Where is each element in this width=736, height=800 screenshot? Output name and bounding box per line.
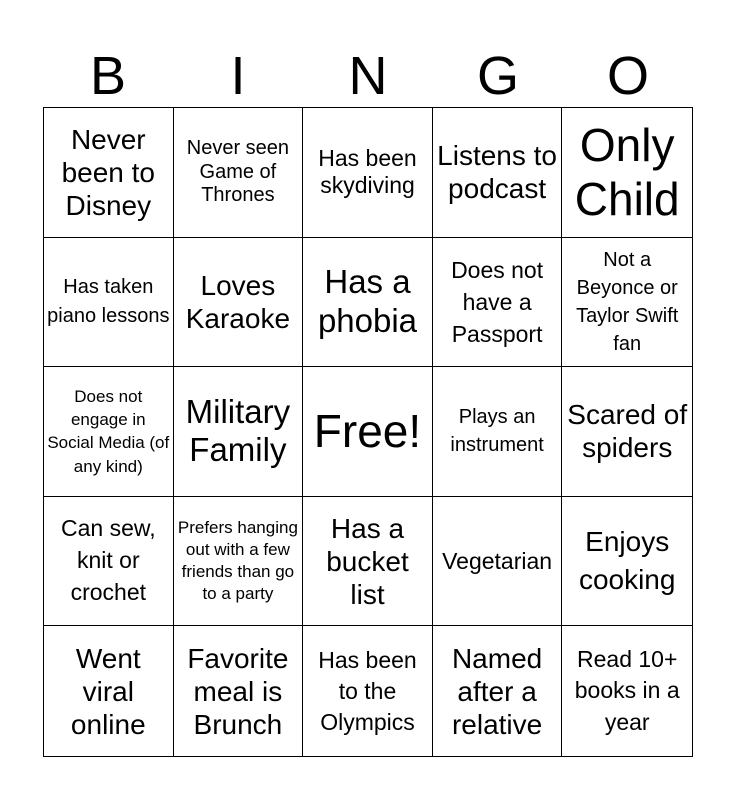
cell-label: Never seen Game of Thrones — [186, 136, 290, 207]
bingo-cell-r5c2[interactable] — [174, 626, 304, 756]
bingo-cell-r1c1[interactable] — [44, 108, 174, 238]
cell-label: Read 10+ books in a year — [574, 645, 680, 736]
bingo-cell-r2c5[interactable] — [562, 238, 692, 368]
header-letter-n: N — [348, 46, 388, 106]
bingo-cell-r1c4[interactable] — [433, 108, 563, 238]
cell-label: Prefers hanging out with a few friends than go to a party — [177, 517, 298, 604]
bingo-cell-r1c5[interactable] — [562, 108, 692, 238]
cell-label: Does not have a Passport — [451, 256, 544, 347]
cell-label: Named after a relative — [451, 642, 543, 740]
bingo-cell-r4c2[interactable] — [174, 497, 304, 627]
cell-label: Has been to the Olympics — [318, 646, 417, 735]
bingo-cell-r4c5[interactable] — [562, 497, 692, 627]
bingo-cell-r2c3[interactable] — [303, 238, 433, 368]
bingo-cell-r2c1[interactable] — [44, 238, 174, 368]
header-letter-b: B — [89, 46, 127, 106]
header-letter-o: O — [606, 46, 649, 106]
bingo-cell-r3c4[interactable] — [433, 367, 563, 497]
bingo-cell-r3c1[interactable] — [44, 367, 174, 497]
cell-label: Scared of spiders — [567, 399, 688, 464]
bingo-cell-r3c2[interactable] — [174, 367, 304, 497]
cell-label: Vegetarian — [442, 547, 553, 574]
bingo-cell-r5c1[interactable] — [44, 626, 174, 756]
bingo-cell-r2c2[interactable] — [174, 238, 304, 368]
cell-label: Enjoys cooking — [578, 526, 676, 596]
bingo-cell-r4c3[interactable] — [303, 497, 433, 627]
cell-label: Military Family — [185, 392, 291, 469]
bingo-cell-r5c4[interactable] — [433, 626, 563, 756]
bingo-header — [43, 46, 693, 106]
cell-label: Has a bucket list — [326, 512, 409, 610]
bingo-cell-r5c3[interactable] — [303, 626, 433, 756]
bingo-cell-r4c4[interactable] — [433, 497, 563, 627]
cell-label: Listens to podcast — [437, 140, 558, 205]
cell-label: Has taken piano lessons — [47, 275, 170, 327]
cell-label: Never been to Disney — [61, 123, 155, 221]
cell-label: Went viral online — [70, 642, 146, 740]
cell-label: Not a Beyonce or Taylor Swift fan — [576, 248, 679, 355]
bingo-cell-r3c5[interactable] — [562, 367, 692, 497]
bingo-cell-r4c1[interactable] — [44, 497, 174, 627]
bingo-cell-r1c2[interactable] — [174, 108, 304, 238]
bingo-board — [43, 107, 693, 757]
cell-label: Has a phobia — [317, 262, 418, 339]
bingo-cell-r5c5[interactable] — [562, 626, 692, 756]
cell-label: Plays an instrument — [450, 406, 544, 457]
free-space-label: Free! — [313, 405, 422, 458]
cell-label: Has been skydiving — [318, 145, 417, 199]
bingo-cell-r1c3[interactable] — [303, 108, 433, 238]
bingo-cell-r2c4[interactable] — [433, 238, 563, 368]
cell-label: Can sew, knit or crochet — [60, 515, 156, 605]
header-letter-i: I — [230, 46, 246, 106]
cell-label: Loves Karaoke — [185, 269, 291, 334]
header-letter-g: G — [476, 46, 519, 106]
cell-label: Only Child — [574, 119, 680, 226]
cell-label: Favorite meal is Brunch — [187, 642, 289, 740]
bingo-cell-r3c3-free[interactable] — [303, 367, 433, 497]
cell-label: Does not engage in Social Media (of any kind) — [47, 386, 170, 476]
